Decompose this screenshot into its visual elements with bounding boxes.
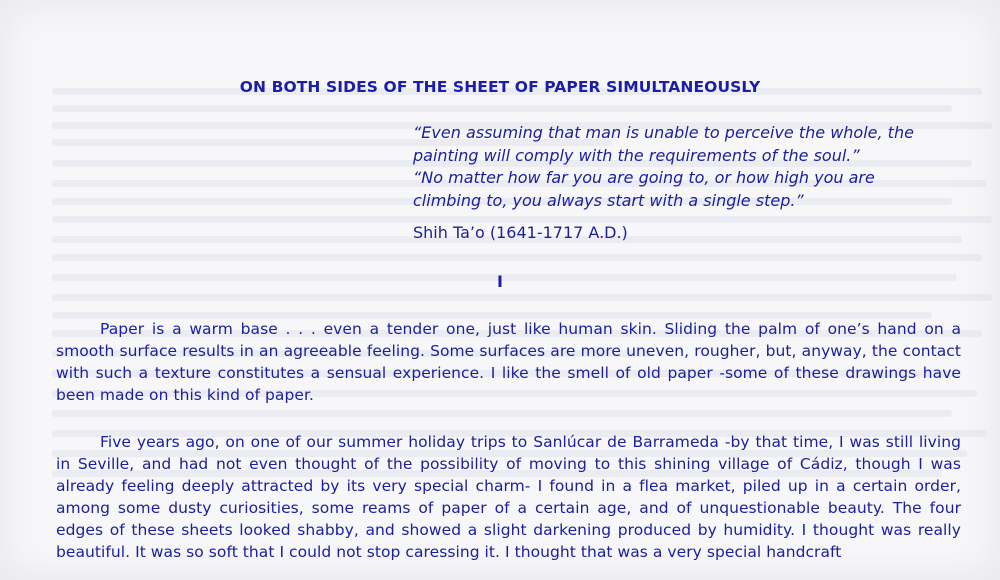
epigraph [413,122,933,245]
epigraph-quote-2: “No matter how far you are going to, or how high you are climbing to, you always start with a single step.” [413,168,875,210]
body-paragraph-2: Five years ago, on one of our summer holiday trips to Sanlúcar de Barrameda -by that time, I was still living in Seville, and had not even thought of the possibility of moving to this shining village of Cádiz, though I was already feeling deeply attracted by its very special charm- I found in a flea market, piled up in a certain order, among some dusty curiosities, some reams of paper of a certain age, and of unquestionable beauty. The four edges of these sheets looked shabby, and showed a slight darkening produced by humidity. I thought was really beautiful. It was so soft that I could not stop caressing it. I thought that was a very special handcraft [56,433,961,561]
body-paragraph-1: Paper is a warm base . . . even a tender one, just like human skin. Sliding the palm of one’s hand on a smooth surface results in an agreeable feeling. Some surfaces are more uneven, rougher, but, anyway, the contact with such a texture constitutes a sensual experience. I like the smell of old paper -some of these drawings have been made on this kind of paper. [56,320,961,404]
epigraph-quote-1: “Even assuming that man is unable to perceive the whole, the painting will comply with the requirements of the soul.” [413,123,914,165]
bleed-line [52,254,982,261]
bleed-line [52,410,952,417]
epigraph-attribution: Shih Ta’o (1641-1717 A.D.) [413,223,628,242]
bleed-line [52,294,992,301]
section-number: I [497,272,503,291]
bleed-line [52,105,952,112]
page-title: ON BOTH SIDES OF THE SHEET OF PAPER SIMULTANEOUSLY [239,78,761,96]
